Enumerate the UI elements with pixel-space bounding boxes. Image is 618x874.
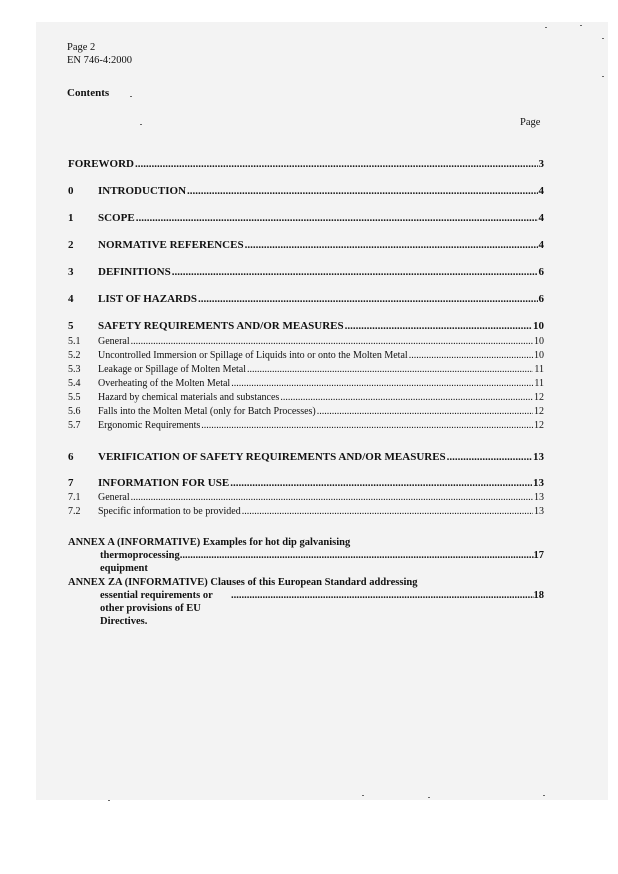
- toc-entry-5-7[interactable]: [68, 420, 544, 431]
- toc-entry-foreword[interactable]: [68, 158, 544, 170]
- leader-dots: [231, 589, 534, 602]
- annex-title-line2: essential requirements or other provisions of EU Directives.: [100, 590, 213, 627]
- toc-page: 11: [534, 364, 544, 375]
- toc-title: SCOPE: [98, 212, 135, 224]
- toc-number: 2: [68, 239, 74, 251]
- toc-page: 12: [534, 406, 544, 417]
- leader-dots: [172, 266, 538, 278]
- annex-title-line1: ANNEX A (INFORMATIVE) Examples for hot dip galvanising: [68, 537, 351, 548]
- standard-id-header: EN 746-4:2000: [67, 55, 133, 66]
- toc-page: 13: [533, 451, 544, 463]
- toc-page: 6: [538, 266, 544, 278]
- toc-number: 7.1: [68, 492, 81, 503]
- leader-dots: [201, 420, 533, 431]
- scan-speck: [543, 795, 545, 796]
- toc-page: 10: [534, 336, 544, 347]
- toc-number: 6: [68, 451, 74, 463]
- toc-entry-introduction[interactable]: [68, 185, 544, 197]
- toc-title: FOREWORD: [68, 158, 134, 170]
- leader-dots: [280, 392, 533, 403]
- toc-entry-annex-za[interactable]: [68, 576, 544, 628]
- leader-dots: [245, 239, 538, 251]
- leader-dots: [135, 158, 538, 170]
- leader-dots: [131, 492, 533, 503]
- leader-dots: [131, 336, 533, 347]
- toc-page: 4: [538, 212, 544, 224]
- scan-speck: [602, 76, 604, 77]
- leader-dots: [247, 364, 533, 375]
- toc-entry-information-for-use[interactable]: [68, 477, 544, 489]
- toc-entry-5-6[interactable]: [68, 406, 544, 417]
- scan-speck: [580, 25, 582, 26]
- toc-number: 5.4: [68, 378, 81, 389]
- toc-title: Overheating of the Molten Metal: [98, 378, 231, 389]
- toc-number: 1: [68, 212, 74, 224]
- leader-dots: [180, 549, 534, 562]
- scan-speck: [108, 800, 110, 801]
- toc-page: 4: [538, 185, 544, 197]
- toc-entry-list-of-hazards[interactable]: [68, 293, 544, 305]
- toc-number: 4: [68, 293, 74, 305]
- toc-number: 0: [68, 185, 74, 197]
- toc-page: 18: [533, 590, 544, 601]
- annex-title-line1: ANNEX ZA (INFORMATIVE) Clauses of this European Standard addressing: [68, 577, 418, 588]
- toc-number: 5.2: [68, 350, 81, 361]
- toc-entry-5-4[interactable]: [68, 378, 544, 389]
- toc-title: LIST OF HAZARDS: [98, 293, 198, 305]
- toc-page: 13: [533, 477, 544, 489]
- toc-entry-7-2[interactable]: [68, 506, 544, 517]
- toc-title: VERIFICATION OF SAFETY REQUIREMENTS AND/OR MEASURES: [98, 451, 446, 463]
- toc-page: 10: [533, 320, 544, 332]
- toc-title: DEFINITIONS: [98, 266, 171, 278]
- toc-title: General: [98, 492, 130, 503]
- leader-dots: [345, 320, 532, 332]
- scan-speck: [602, 38, 604, 39]
- toc-entry-verification[interactable]: [68, 451, 544, 463]
- toc-title: Specific information to be provided: [98, 506, 241, 517]
- toc-title: NORMATIVE REFERENCES: [98, 239, 244, 251]
- page-column-label: Page: [520, 117, 541, 128]
- toc-page: 12: [534, 420, 544, 431]
- toc-page: 12: [534, 392, 544, 403]
- toc-entry-definitions[interactable]: [68, 266, 544, 278]
- toc-page: 10: [534, 350, 544, 361]
- toc-entry-5-1[interactable]: [68, 336, 544, 347]
- scan-speck: [428, 797, 430, 798]
- toc-title: SAFETY REQUIREMENTS AND/OR MEASURES: [98, 320, 344, 332]
- scan-speck: [362, 795, 364, 796]
- annex-title-line2: thermoprocessing equipment: [100, 550, 180, 574]
- toc-number: 5.6: [68, 406, 81, 417]
- toc-title: Leakage or Spillage of Molten Metal: [98, 364, 247, 375]
- scan-speck: [140, 124, 142, 125]
- leader-dots: [198, 293, 537, 305]
- toc-number: 7: [68, 477, 74, 489]
- toc-entry-5-5[interactable]: [68, 392, 544, 403]
- toc-title: Uncontrolled Immersion or Spillage of Liquids into or onto the Molten Metal: [98, 350, 408, 361]
- toc-number: 3: [68, 266, 74, 278]
- page-number-header: Page 2: [67, 42, 96, 53]
- toc-page: 13: [534, 492, 544, 503]
- toc-title: Falls into the Molten Metal (only for Batch Processes): [98, 406, 316, 417]
- toc-entry-normative-references[interactable]: [68, 239, 544, 251]
- toc-entry-5-2[interactable]: [68, 350, 544, 361]
- toc-page: 4: [538, 239, 544, 251]
- leader-dots: [447, 451, 532, 463]
- toc-number: 5.7: [68, 420, 81, 431]
- toc-page: 11: [534, 378, 544, 389]
- toc-title: General: [98, 336, 130, 347]
- toc-title: Ergonomic Requirements: [98, 420, 201, 431]
- leader-dots: [231, 378, 533, 389]
- leader-dots: [409, 350, 533, 361]
- toc-number: 5.5: [68, 392, 81, 403]
- toc-title: INFORMATION FOR USE: [98, 477, 230, 489]
- toc-page: 6: [538, 293, 544, 305]
- scan-speck: [130, 96, 132, 97]
- toc-entry-scope[interactable]: [68, 212, 544, 224]
- toc-entry-5-3[interactable]: [68, 364, 544, 375]
- leader-dots: [187, 185, 537, 197]
- toc-entry-annex-a[interactable]: [68, 536, 544, 575]
- toc-title: Hazard by chemical materials and substances: [98, 392, 280, 403]
- leader-dots: [242, 506, 533, 517]
- leader-dots: [317, 406, 533, 417]
- toc-number: 5: [68, 320, 74, 332]
- toc-entry-safety-requirements[interactable]: [68, 320, 544, 332]
- leader-dots: [136, 212, 538, 224]
- toc-page: 13: [534, 506, 544, 517]
- toc-number: 5.3: [68, 364, 81, 375]
- toc-page: 3: [538, 158, 544, 170]
- contents-heading: Contents: [67, 87, 110, 99]
- scan-speck: [545, 27, 547, 28]
- leader-dots: [230, 477, 532, 489]
- toc-title: INTRODUCTION: [98, 185, 187, 197]
- toc-number: 7.2: [68, 506, 81, 517]
- toc-number: 5.1: [68, 336, 81, 347]
- toc-page: 17: [533, 550, 544, 561]
- toc-entry-7-1[interactable]: [68, 492, 544, 503]
